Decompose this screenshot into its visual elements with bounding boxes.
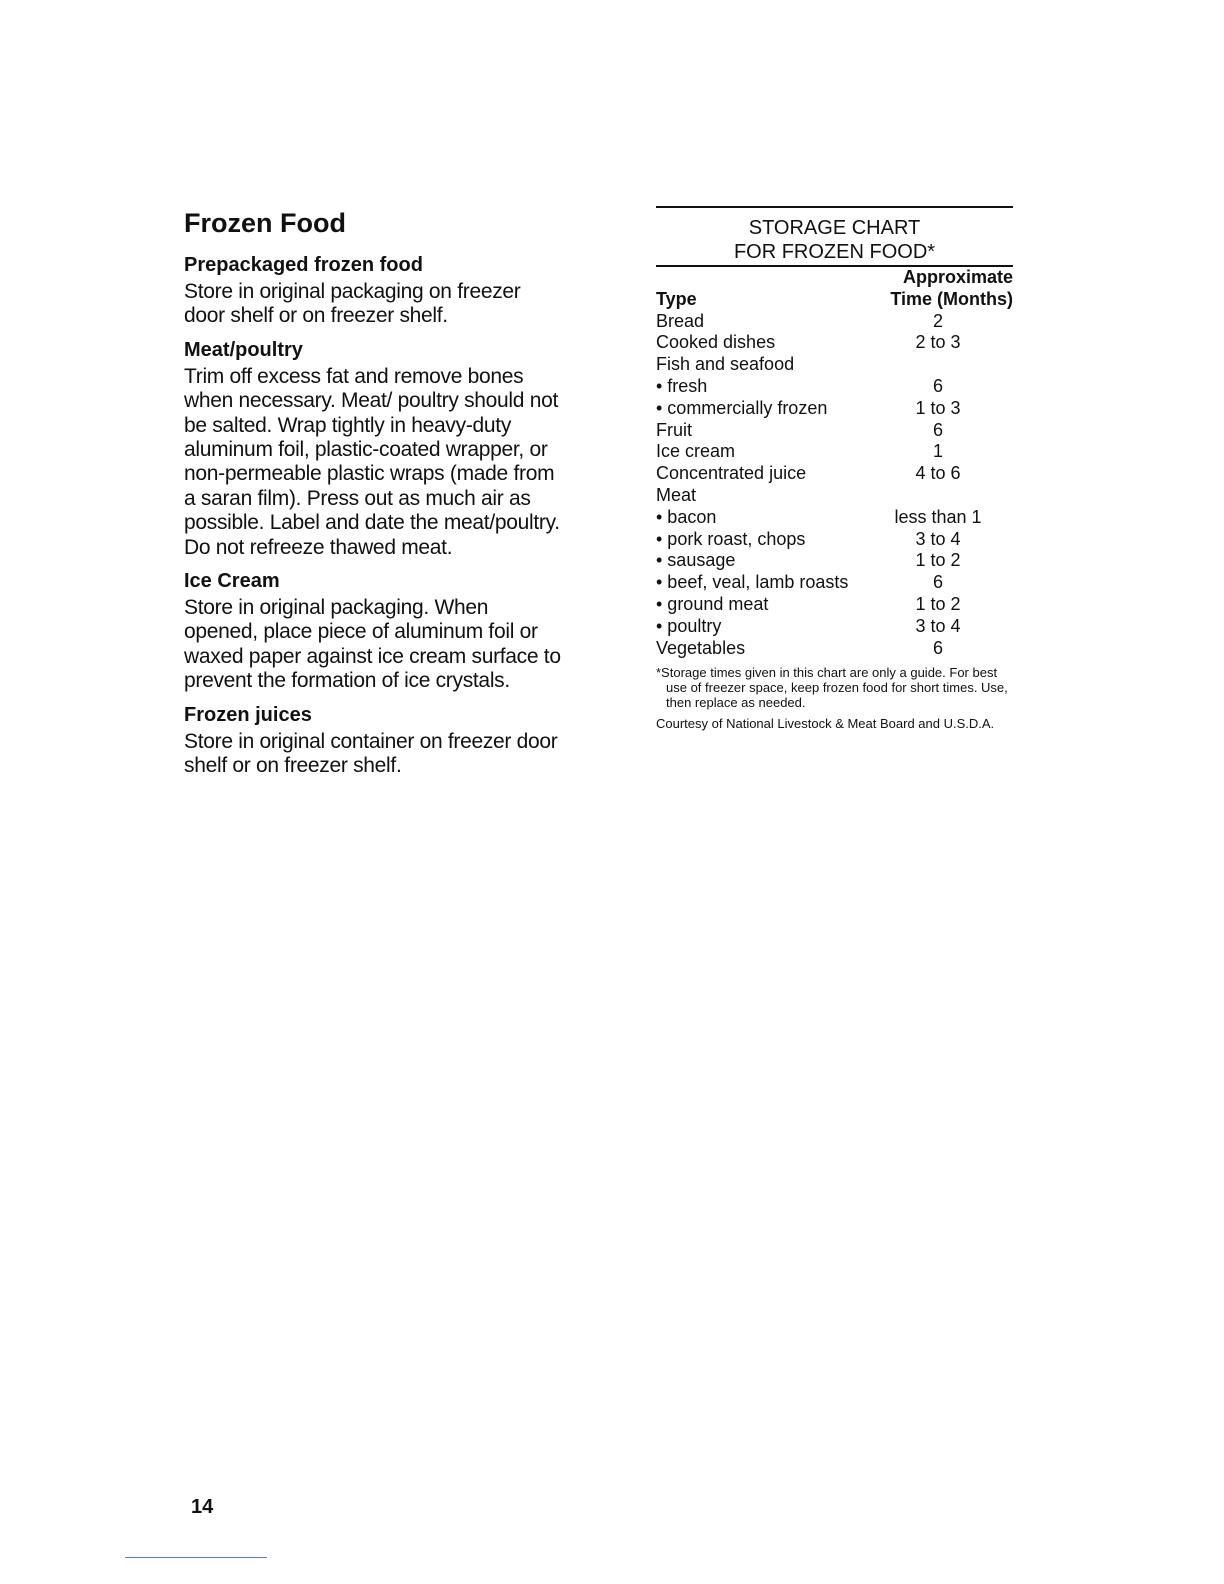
row-time: 1 to 2 [915,593,961,614]
section-heading: Meat/poultry [184,338,303,361]
row-type: Fruit [656,419,692,440]
table-row [656,332,1013,354]
header-type: Type [656,288,697,309]
frozen-food-column [184,206,564,787]
section-text: Store in original packaging. When opened, place piece of aluminum foil or waxed paper against ice cream surface to prevent the formation of ice crystals. [184,596,561,693]
table-row [656,354,1013,376]
bottom-divider [125,1557,267,1558]
table-row [656,572,1013,594]
row-time [863,354,1013,376]
section-text: Trim off excess fat and remove bones when necessary. Meat/ poultry should not be salted. Wrap tightly in heavy-duty aluminum foil, plastic-coated wrapper, or non-permeable plastic wraps (made from a saran film). Press out as much air as possible. Label and date the meat/poultry. Do not refreeze thawed meat. [184,364,560,559]
table-row [656,376,1013,398]
row-time: 2 to 3 [915,332,961,353]
row-type: • ground meat [656,593,769,614]
table-row [656,594,1013,616]
row-time: 6 [932,637,943,658]
header-time-line2: Time (Months) [890,288,1013,309]
row-type: Vegetables [656,637,746,658]
section-ice-cream [184,568,564,694]
row-time: 3 to 4 [915,528,961,549]
table-row [656,507,1013,529]
chart-top-rule [656,206,1013,208]
table-row [656,550,1013,572]
storage-table [656,267,1013,659]
section-meat-poultry [184,337,564,560]
row-type: • fresh [656,375,708,396]
section-text: Store in original packaging on freezer door shelf or on freezer shelf. [184,280,521,328]
row-type: • pork roast, chops [656,528,806,549]
page-number: 14 [191,1496,214,1518]
row-time: 6 [932,572,943,593]
chart-title-line2: FOR FROZEN FOOD* [733,241,936,263]
table-row [656,463,1013,485]
section-heading: Frozen juices [184,703,312,726]
section-prepackaged [184,252,564,329]
row-time: less than 1 [894,506,982,527]
row-time [863,485,1013,507]
row-type: • beef, veal, lamb roasts [656,572,849,593]
row-type: Concentrated juice [656,463,807,484]
row-type: • poultry [656,615,722,636]
section-heading: Ice Cream [184,570,280,593]
table-header-row-1 [656,267,1013,289]
table-row [656,398,1013,420]
table-row [656,311,1013,333]
chart-footnote: *Storage times given in this chart are only a guide. For best use of freezer space, keep frozen food for short times. Use, then replace as needed. [656,665,1008,711]
row-time: 6 [932,375,943,396]
storage-chart [656,206,1013,731]
row-time: 6 [932,419,943,440]
row-time: 1 to 2 [915,550,961,571]
table-row [656,485,1013,507]
table-row [656,441,1013,463]
row-time: 1 [932,441,943,462]
row-type: Fish and seafood [656,354,795,375]
row-type: • bacon [656,506,717,527]
chart-title-line1: STORAGE CHART [748,217,921,239]
row-type: Meat [656,484,697,505]
section-text: Store in original container on freezer door shelf or on freezer shelf. [184,729,558,778]
row-type: • commercially frozen [656,397,828,418]
chart-courtesy: Courtesy of National Livestock & Meat Board and U.S.D.A. [656,716,995,732]
row-time: 3 to 4 [915,615,961,636]
table-row [656,616,1013,638]
section-frozen-juices [184,702,564,779]
chart-title [656,216,1013,264]
row-time: 1 to 3 [915,397,961,418]
table-row [656,529,1013,551]
table-row [656,420,1013,442]
section-heading: Prepackaged frozen food [184,254,423,276]
row-type: Cooked dishes [656,332,776,353]
row-time: 2 [932,310,943,331]
row-type: Bread [656,310,705,331]
header-time-line1: Approximate [902,267,1013,287]
table-row [656,638,1013,660]
table-header-row-2 [656,289,1013,311]
page-title: Frozen Food [184,208,346,238]
row-type: • sausage [656,550,736,571]
row-type: Ice cream [656,441,736,462]
row-time: 4 to 6 [915,463,961,484]
